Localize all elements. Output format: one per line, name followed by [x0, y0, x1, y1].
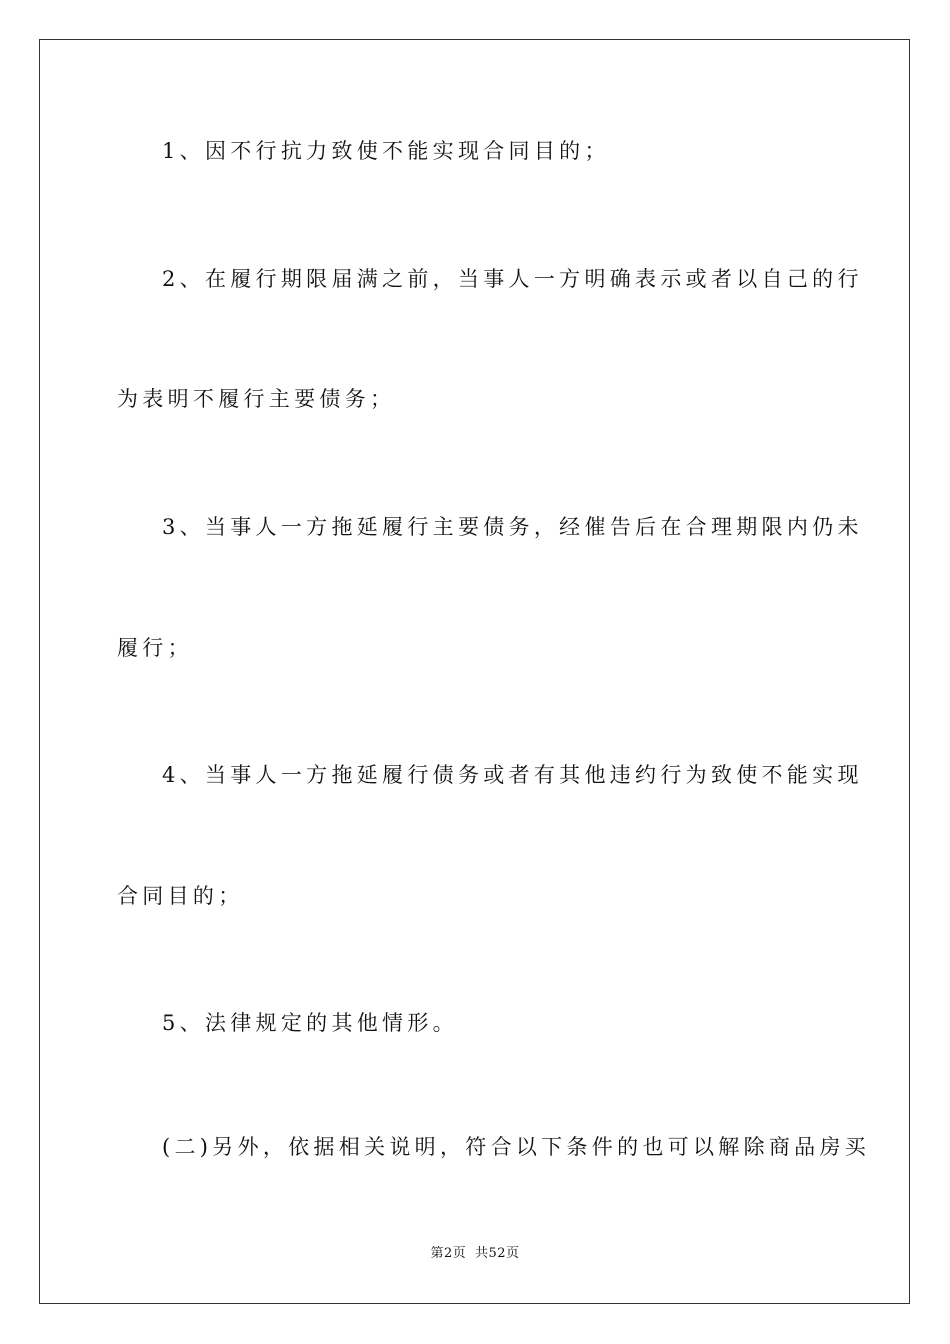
- paragraph-line: 2、在履行期限届满之前，当事人一方明确表示或者以自己的行: [162, 267, 863, 291]
- paragraph-line: 4、当事人一方拖延履行债务或者有其他违约行为致使不能实现: [162, 763, 863, 787]
- paragraph-line: 3、当事人一方拖延履行主要债务，经催告后在合理期限内仍未: [162, 515, 863, 539]
- page-border: [39, 39, 910, 1304]
- page-number: 第2页: [430, 1246, 467, 1261]
- paragraph-line: 5、法律规定的其他情形。: [162, 1011, 458, 1035]
- page-footer: [0, 1245, 950, 1263]
- paragraph-line: (二)另外，依据相关说明，符合以下条件的也可以解除商品房买: [162, 1135, 871, 1159]
- paragraph-line: 1、因不行抗力致使不能实现合同目的；: [162, 139, 610, 163]
- paragraph-line: 合同目的；: [117, 884, 244, 908]
- paragraph-line: 履行；: [117, 636, 193, 660]
- paragraph-line: 为表明不履行主要债务；: [117, 387, 396, 411]
- total-pages: 共52页: [474, 1246, 520, 1261]
